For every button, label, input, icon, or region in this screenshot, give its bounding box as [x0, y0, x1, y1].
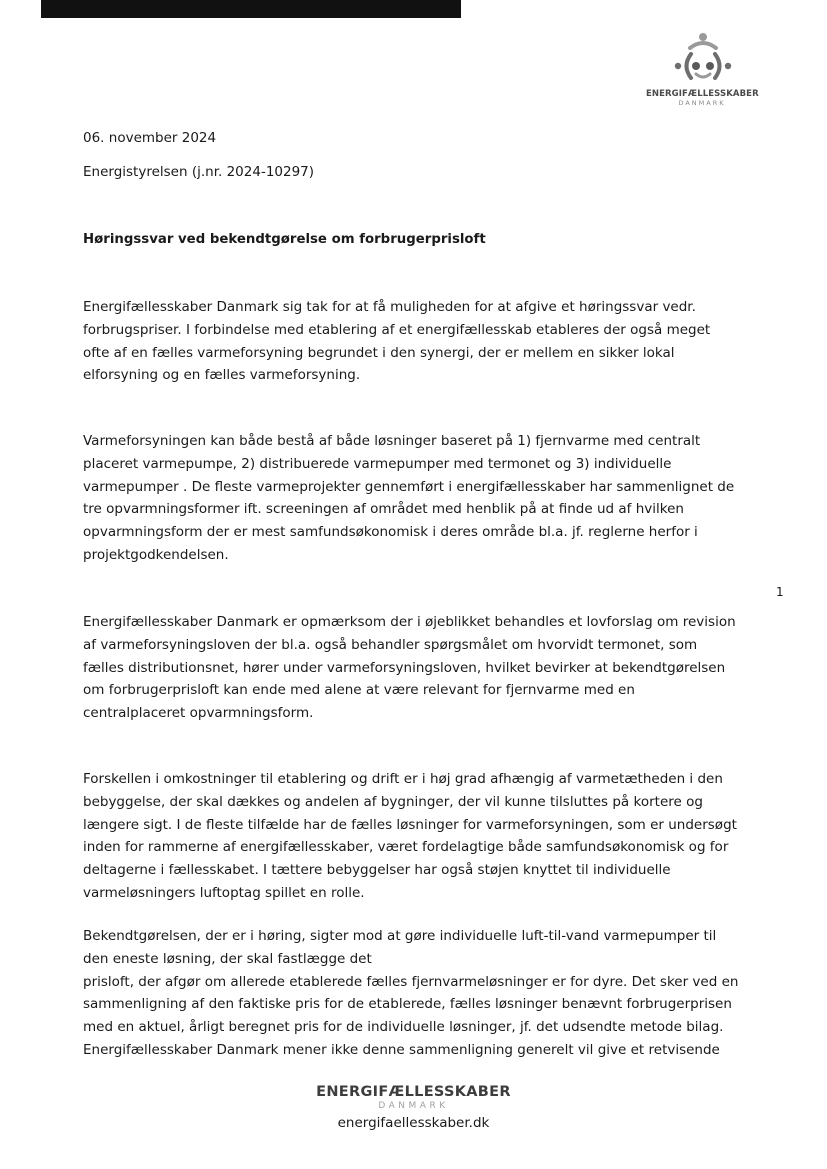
text-line: opvarmningsform der er mest samfundsøkonomisk i deres område bl.a. jf. reglerne herfor i: [83, 524, 698, 541]
text-line: sammenligning af den faktiske pris for de etablerede, fælles løsninger benævnt forbrugerprisen: [83, 996, 732, 1013]
text-line: inden for rammerne af energifællesskaber, været fordelagtige både samfundsøkonomisk og for: [83, 839, 729, 856]
text-line: Varmeforsyningen kan både bestå af både løsninger baseret på 1) fjernvarme med centralt: [83, 433, 701, 449]
text-line: placeret varmepumpe, 2) distribuerede varmepumper med termonet og 3) individuelle: [83, 455, 672, 472]
redaction-bar: [41, 0, 461, 18]
text-line: Energifællesskaber Danmark er opmærksom der i øjeblikket behandles et lovforslag om revision: [83, 614, 736, 630]
text-line: varmeløsningers luftoptag spillet en rolle.: [83, 884, 365, 901]
text-line: varmepumper . De fleste varmeprojekter gennemført i energifællesskaber har sammenlignet de: [83, 478, 735, 495]
text-line: med en aktuel, årligt beregnet pris for de individuelle løsninger, jf. det udsendte metode bilag.: [83, 1019, 724, 1036]
paragraph-3: [83, 611, 763, 725]
letter-heading: Høringssvar ved bekendtgørelse om forbrugerprisloft: [83, 232, 486, 247]
text-line: bebyggelse, der skal dækkes og andelen af bygninger, der vil kunne tilsluttes på kortere og: [83, 793, 703, 810]
letter-recipient: Energistyrelsen (j.nr. 2024-10297): [83, 164, 315, 180]
text-line: ofte af en fælles varmeforsyning begrundet i den synergi, der er mellem en sikker lokal: [83, 344, 675, 361]
text-line: prisloft, der afgør om allerede etablerede fælles fjernvarmeløsninger er for dyre. Det sker ved en: [83, 973, 739, 990]
header-logo: [646, 32, 758, 114]
community-logo-icon: [670, 32, 734, 88]
text-line: om forbrugerprisloft kan ende med alene at være relevant for fjernvarme med en: [83, 682, 635, 699]
text-line: den eneste løsning, der skal fastlægge det: [83, 950, 372, 967]
text-line: Energifællesskaber Danmark mener ikke denne sammenligning generelt vil give et retvisende: [83, 1041, 720, 1058]
logo-subtitle: DANMARK: [678, 99, 726, 107]
text-line: forbrugspriser. I forbindelse med etablering af et energifællesskab etableres der også meget: [83, 321, 711, 338]
letter-date: 06. november 2024: [83, 130, 217, 146]
footer-website-link[interactable]: energifaellesskaber.dk: [337, 1115, 490, 1131]
paragraph-5: [83, 925, 763, 1062]
footer-logo-subtitle: DANMARK: [378, 1101, 449, 1111]
text-line: længere sigt. I de fleste tilfælde har de fælles løsninger for varmeforsyningen, som er undersøgt: [83, 816, 737, 833]
text-line: af varmeforsyningsloven der bl.a. også behandler spørgsmålet om hvorvidt termonet, som: [83, 636, 698, 653]
text-line: deltagerne i fællesskabet. I tættere bebyggelser har også støjen knyttet til individuelle: [83, 862, 671, 879]
paragraph-4: [83, 768, 763, 905]
footer-logo-name: ENERGIFÆLLESSKABER: [316, 1084, 511, 1100]
text-line: Energifællesskaber Danmark sig tak for at få muligheden for at afgive et høringssvar vedr.: [83, 299, 696, 315]
logo-name: ENERGIFÆLLESSKABER: [646, 89, 759, 99]
text-line: projektgodkendelsen.: [83, 546, 229, 563]
text-line: elforsyning og en fælles varmeforsyning.: [83, 367, 361, 384]
text-line: fælles distributionsnet, hører under varmeforsyningsloven, hvilket bevirker at bekendtgørelsen: [83, 659, 726, 676]
page-number: 1: [776, 585, 784, 599]
text-line: Forskellen i omkostninger til etablering og drift er i høj grad afhængig af varmetætheden i den: [83, 771, 723, 787]
page-footer: [0, 1084, 827, 1131]
paragraph-1: [83, 296, 763, 387]
text-line: Bekendtgørelsen, der er i høring, sigter mod at gøre individuelle luft-til-vand varmepumper til: [83, 928, 717, 944]
text-line: centralplaceret opvarmningsform.: [83, 705, 314, 722]
paragraph-2: [83, 430, 763, 567]
text-line: tre opvarmningsformer ift. screeningen af området med henblik på at finde ud af hvilken: [83, 501, 684, 518]
